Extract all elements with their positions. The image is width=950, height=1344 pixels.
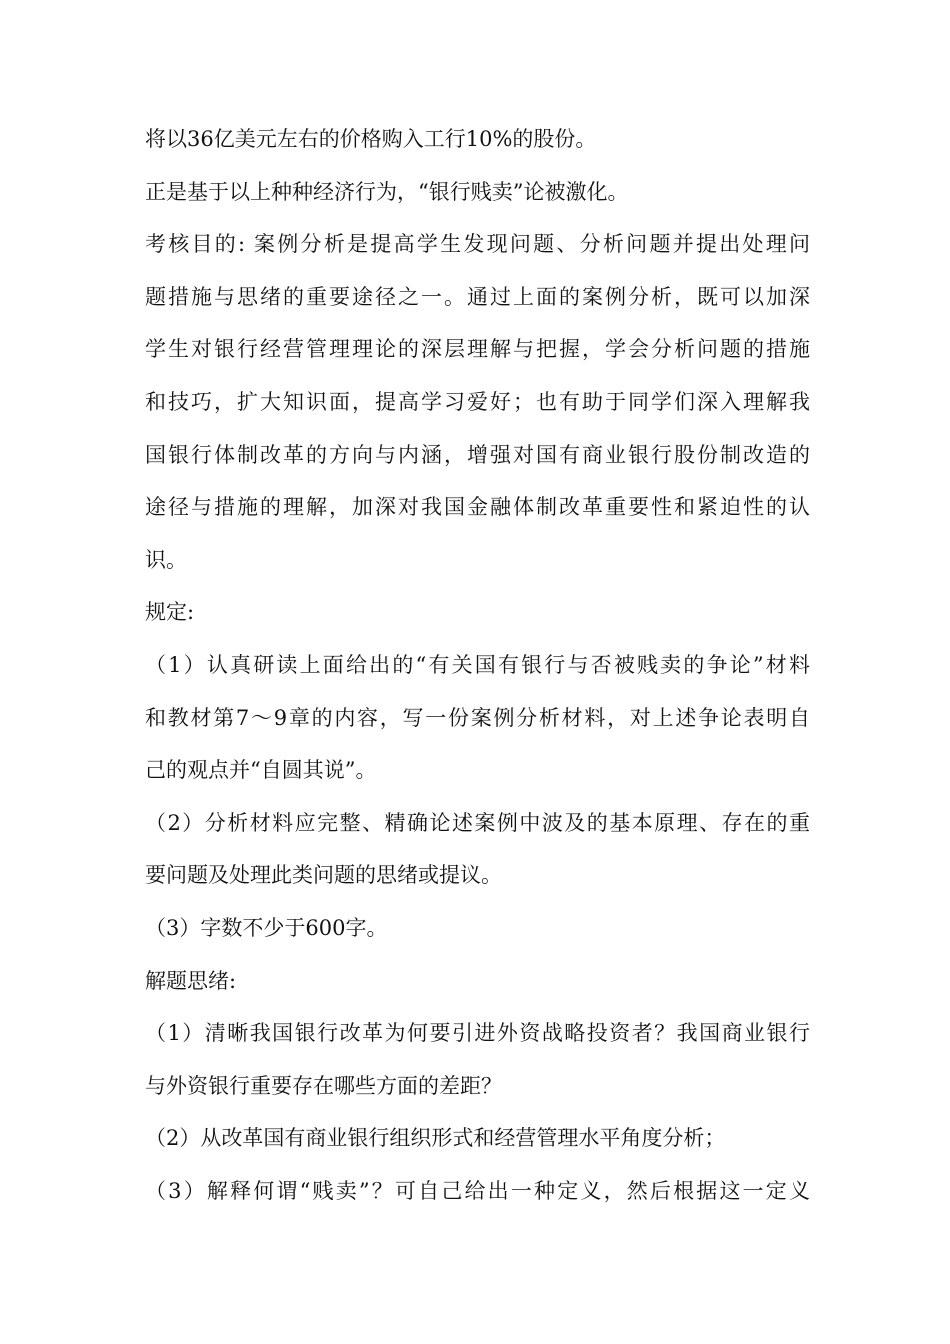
text-line: 规定: xyxy=(145,600,195,625)
document-body xyxy=(145,113,810,1217)
text-line: 题措施与思绪的重要途径之一。通过上面的案例分析，既可以加深 xyxy=(145,284,810,309)
text-line: （3）字数不少于600字。 xyxy=(145,915,388,940)
text-line: 正是基于以上种种经济行为，“银行贱卖”论被激化。 xyxy=(145,179,629,204)
text-line: 识。 xyxy=(145,547,187,572)
text-line: 国银行体制改革的方向与内涵，增强对国有商业银行股份制改造的 xyxy=(145,442,810,467)
text-line: 将以36亿美元左右的价格购入工行10%的股份。 xyxy=(145,127,597,151)
text-line: （1）认真研读上面给出的“有关国有银行与否被贱卖的争论”材料 xyxy=(145,652,810,677)
text-line: （2）从改革国有商业银行组织形式和经营管理水平角度分析； xyxy=(145,1126,726,1151)
text-line: 和技巧，扩大知识面，提高学习爱好；也有助于同学们深入理解我 xyxy=(145,389,810,414)
text-line: （3）解释何谓“贱卖”？可自己给出一种定义，然后根据这一定义 xyxy=(145,1178,810,1203)
text-line: 要问题及处理此类问题的思绪或提议。 xyxy=(145,863,502,888)
text-line: （2）分析材料应完整、精确论述案例中波及的基本原理、存在的重 xyxy=(145,810,810,835)
text-line: 解题思绪: xyxy=(145,968,237,993)
text-line: 考核目的: 案例分析是提高学生发现问题、分析问题并提出处理问 xyxy=(145,232,810,257)
text-line: 与外资银行重要存在哪些方面的差距？ xyxy=(145,1073,502,1098)
text-line: 和教材第7～9章的内容，写一份案例分析材料，对上述争论表明自 xyxy=(145,705,810,730)
text-line: 学生对银行经营管理理论的深层理解与把握，学会分析问题的措施 xyxy=(145,337,810,362)
text-line: （1）清晰我国银行改革为何要引进外资战略投资者？我国商业银行 xyxy=(145,1021,810,1046)
text-line: 途径与措施的理解，加深对我国金融体制改革重要性和紧迫性的认 xyxy=(145,495,810,520)
text-line: 己的观点并“自圆其说”。 xyxy=(145,758,377,783)
